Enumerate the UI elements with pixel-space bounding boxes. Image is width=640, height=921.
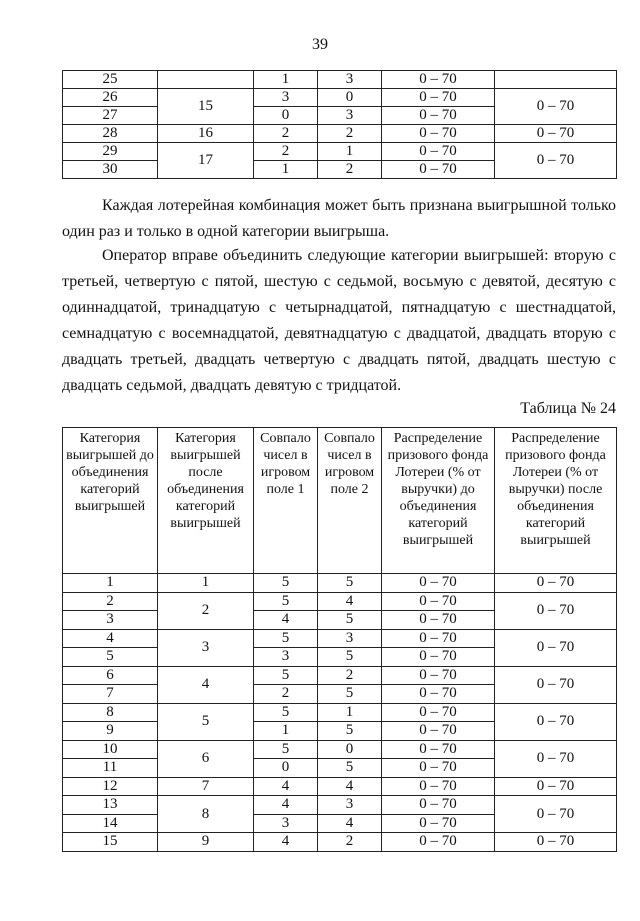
cell-match-field-2: 2: [318, 161, 382, 179]
table-header-row: [63, 428, 617, 574]
cell-fund-before: 0 – 70: [382, 71, 495, 89]
cell-fund-after: 0 – 70: [495, 629, 617, 666]
cell-category-before: 12: [63, 777, 158, 796]
cell-match-field-1: 0: [254, 107, 318, 125]
cell-match-field-1: 1: [254, 722, 318, 741]
cell-match-field-2: 4: [318, 777, 382, 796]
cell-fund-after: [495, 71, 617, 89]
cell-fund-before: 0 – 70: [382, 833, 495, 852]
prize-table-24: [62, 427, 617, 852]
cell-fund-before: 0 – 70: [382, 722, 495, 741]
cell-match-field-1: 4: [254, 777, 318, 796]
table-row: [63, 143, 617, 161]
cell-match-field-2: 2: [318, 833, 382, 852]
cell-category-after: 5: [158, 703, 254, 740]
cell-match-field-1: 1: [254, 71, 318, 89]
cell-fund-after: 0 – 70: [495, 833, 617, 852]
cell-category-after: 4: [158, 666, 254, 703]
cell-category-before: 26: [63, 89, 158, 107]
cell-fund-before: 0 – 70: [382, 611, 495, 630]
header-match-field-2: Совпало чисел в игровом поле 2: [318, 428, 382, 574]
header-match-field-1: Совпало чисел в игровом поле 1: [254, 428, 318, 574]
cell-fund-before: 0 – 70: [382, 740, 495, 759]
table-row: [63, 71, 617, 89]
cell-match-field-2: 4: [318, 814, 382, 833]
table-row: [63, 629, 617, 648]
header-fund-before: Распределение призового фонда Лотереи (% от выручки) до объединения категорий выигрышей: [382, 428, 495, 574]
header-category-before: Категория выигрышей до объединения категорий выигрышей: [63, 428, 158, 574]
cell-match-field-1: 5: [254, 740, 318, 759]
cell-category-after: 3: [158, 629, 254, 666]
cell-category-before: 8: [63, 703, 158, 722]
cell-fund-before: 0 – 70: [382, 685, 495, 704]
cell-match-field-2: 5: [318, 759, 382, 778]
cell-category-before: 3: [63, 611, 158, 630]
cell-fund-before: 0 – 70: [382, 574, 495, 593]
cell-fund-before: 0 – 70: [382, 796, 495, 815]
cell-match-field-2: 5: [318, 722, 382, 741]
cell-match-field-1: 5: [254, 592, 318, 611]
table-caption: Таблица № 24: [520, 400, 616, 417]
cell-category-after: 2: [158, 592, 254, 629]
cell-match-field-1: 5: [254, 703, 318, 722]
cell-fund-before: 0 – 70: [382, 759, 495, 778]
cell-match-field-2: 1: [318, 143, 382, 161]
cell-fund-before: 0 – 70: [382, 143, 495, 161]
cell-category-before: 13: [63, 796, 158, 815]
cell-fund-after: 0 – 70: [495, 574, 617, 593]
cell-fund-before: 0 – 70: [382, 125, 495, 143]
cell-category-before: 10: [63, 740, 158, 759]
table-row: [63, 574, 617, 593]
cell-category-before: 6: [63, 666, 158, 685]
table-row: [63, 740, 617, 759]
cell-fund-before: 0 – 70: [382, 161, 495, 179]
cell-category-after: 6: [158, 740, 254, 777]
cell-match-field-1: 0: [254, 759, 318, 778]
cell-category-after: 16: [158, 125, 254, 143]
cell-match-field-1: 2: [254, 143, 318, 161]
cell-fund-after: 0 – 70: [495, 125, 617, 143]
cell-match-field-2: 3: [318, 796, 382, 815]
cell-category-before: 1: [63, 574, 158, 593]
cell-fund-after: 0 – 70: [495, 740, 617, 777]
header-fund-after: Распределение призового фонда Лотереи (% от выручки) после объединения категорий выигрышей: [495, 428, 617, 574]
cell-category-before: 27: [63, 107, 158, 125]
cell-match-field-2: 5: [318, 685, 382, 704]
cell-match-field-2: 4: [318, 592, 382, 611]
cell-fund-after: 0 – 70: [495, 592, 617, 629]
cell-match-field-1: 2: [254, 125, 318, 143]
cell-fund-after: 0 – 70: [495, 143, 617, 179]
cell-match-field-1: 3: [254, 814, 318, 833]
cell-match-field-1: 3: [254, 648, 318, 667]
cell-match-field-1: 5: [254, 574, 318, 593]
cell-category-before: 14: [63, 814, 158, 833]
cell-fund-after: 0 – 70: [495, 89, 617, 125]
cell-fund-after: 0 – 70: [495, 777, 617, 796]
cell-category-before: 2: [63, 592, 158, 611]
cell-match-field-2: 5: [318, 574, 382, 593]
cell-fund-before: 0 – 70: [382, 89, 495, 107]
cell-match-field-1: 4: [254, 833, 318, 852]
cell-fund-before: 0 – 70: [382, 777, 495, 796]
prize-table-continued: [62, 70, 617, 179]
cell-fund-before: 0 – 70: [382, 703, 495, 722]
cell-match-field-2: 3: [318, 71, 382, 89]
header-category-after: Категория выигрышей после объединения категорий выигрышей: [158, 428, 254, 574]
cell-category-after: [158, 71, 254, 89]
cell-category-before: 29: [63, 143, 158, 161]
cell-category-before: 30: [63, 161, 158, 179]
cell-category-before: 7: [63, 685, 158, 704]
cell-category-before: 15: [63, 833, 158, 852]
cell-match-field-2: 0: [318, 740, 382, 759]
cell-fund-after: 0 – 70: [495, 703, 617, 740]
cell-match-field-2: 1: [318, 703, 382, 722]
cell-fund-before: 0 – 70: [382, 592, 495, 611]
paragraph-single-win-rule: Каждая лотерейная комбинация может быть признана выигрышной только один раз и только в одной категории выигрыша.: [62, 197, 616, 240]
cell-match-field-1: 4: [254, 796, 318, 815]
cell-match-field-1: 3: [254, 89, 318, 107]
cell-match-field-1: 5: [254, 629, 318, 648]
cell-fund-after: 0 – 70: [495, 796, 617, 833]
cell-category-before: 4: [63, 629, 158, 648]
cell-category-after: 1: [158, 574, 254, 593]
table-row: [63, 796, 617, 815]
cell-fund-before: 0 – 70: [382, 666, 495, 685]
cell-match-field-2: 5: [318, 611, 382, 630]
cell-category-after: 15: [158, 89, 254, 125]
cell-category-before: 11: [63, 759, 158, 778]
cell-category-after: 7: [158, 777, 254, 796]
cell-category-after: 17: [158, 143, 254, 179]
cell-match-field-2: 0: [318, 89, 382, 107]
table-row: [63, 777, 617, 796]
cell-fund-before: 0 – 70: [382, 107, 495, 125]
cell-fund-before: 0 – 70: [382, 629, 495, 648]
cell-fund-before: 0 – 70: [382, 648, 495, 667]
cell-match-field-1: 5: [254, 666, 318, 685]
cell-category-after: 9: [158, 833, 254, 852]
cell-match-field-1: 1: [254, 161, 318, 179]
cell-fund-after: 0 – 70: [495, 666, 617, 703]
table-row: [63, 666, 617, 685]
table-row: [63, 89, 617, 107]
cell-category-before: 9: [63, 722, 158, 741]
cell-fund-before: 0 – 70: [382, 814, 495, 833]
cell-category-before: 25: [63, 71, 158, 89]
cell-match-field-1: 4: [254, 611, 318, 630]
cell-category-before: 28: [63, 125, 158, 143]
cell-category-after: 8: [158, 796, 254, 833]
cell-match-field-2: 5: [318, 648, 382, 667]
cell-match-field-2: 2: [318, 666, 382, 685]
cell-category-before: 5: [63, 648, 158, 667]
cell-match-field-2: 3: [318, 107, 382, 125]
table-row: [63, 703, 617, 722]
table-row: [63, 833, 617, 852]
paragraph-merge-categories: Оператор вправе объединить следующие категории выигрышей: вторую с третьей, четвертую с пятой, шестую с седьмой, восьмую с девятой, десятую с одиннадцатой, тринадцатую с четырнадцатой, пятнадцатую с шестнадцатой, семнадцатую с восемнадцатой, девятнадцатую с двадцатой, двадцать вторую с двадцать третьей, двадцать четвертую с двадцать пятой, двадцать шестую с двадцать седьмой, двадцать девятую с тридцатой.: [62, 247, 616, 394]
cell-match-field-1: 2: [254, 685, 318, 704]
cell-match-field-2: 2: [318, 125, 382, 143]
page-number: 39: [312, 36, 328, 53]
table-row: [63, 125, 617, 143]
table-row: [63, 592, 617, 611]
cell-match-field-2: 3: [318, 629, 382, 648]
